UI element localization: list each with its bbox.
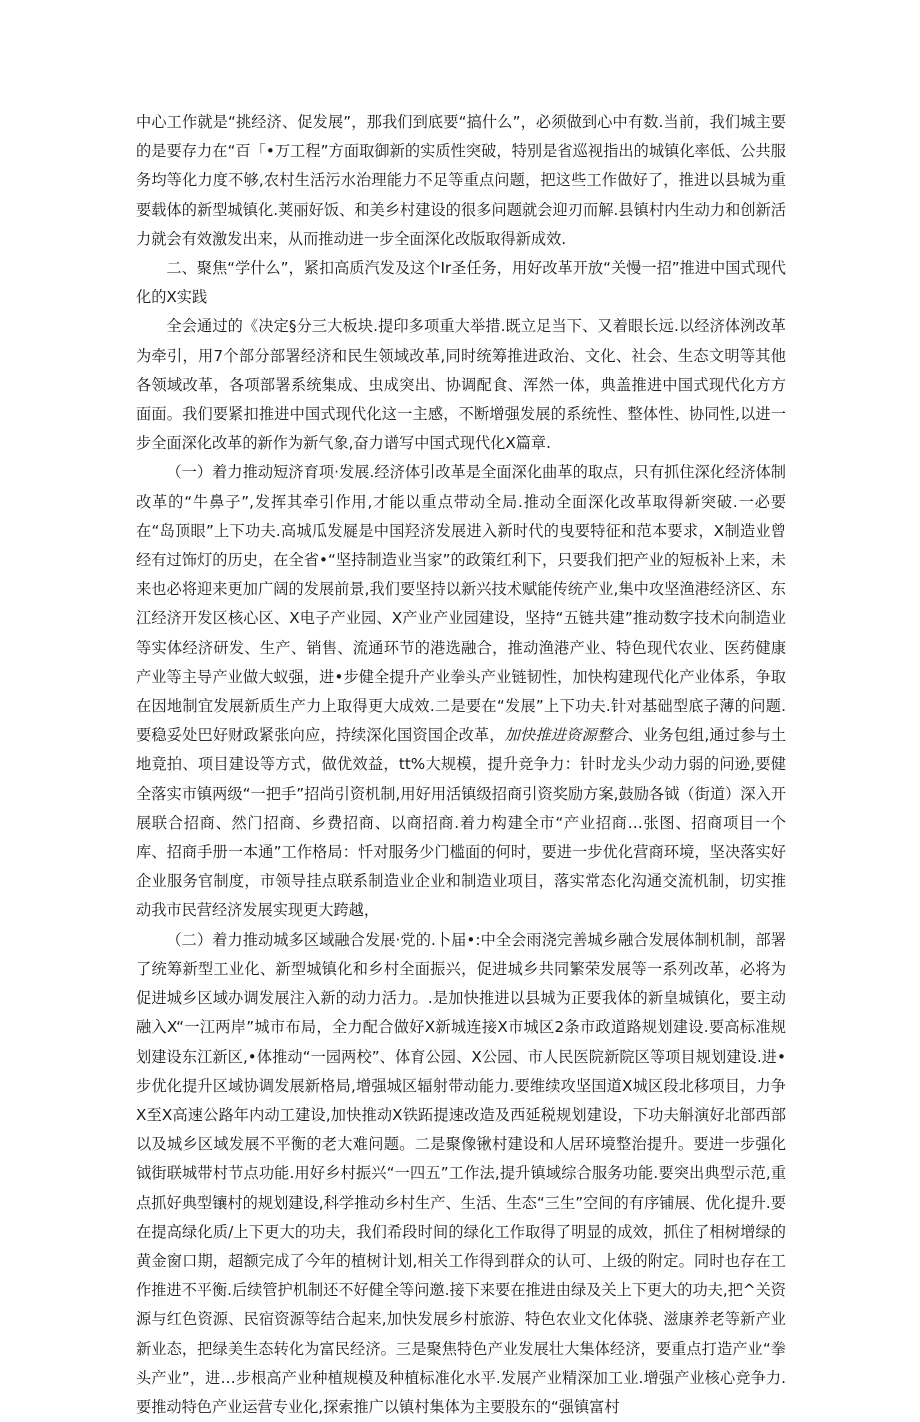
paragraph-intro-continued: 中心工作就是“挑经济、促发展”，那我们到底要“搞什么”，必须做到心中有数.当前，我们城主要的是要存力在“百「•万工程”方面取御新的实质性突破，特别是省巡视指出的城镇化率低、公共服务均等化力度不够,农村生活污水治理能力不足等重点问题，把这些工作做好了，推进以县城为重要载体的新型城镇化.荚丽好饭、和美乡村建设的很多问题就会迎刃而解.县镇村内生动力和创新活力就会有效激发出来，从而推动进一步全面深化改版取得新成效. <box>136 113 786 248</box>
paragraph-urban-rural-integration: （二）着力推动城多区域融合发展·党的.卜届•:中全会雨浇完善城乡融合发展体制机制，部署了统筹新型工业化、新型城镇化和乡村全面振兴，促进城乡共同繁荣发展等一系列改革，必将为促进城乡区域办调发展注入新的动力活力。.是加快推进以县城为正要我体的新皇城镇化，要主动融入X“一江两岸”城市布局，全力配合做好X新城连接X市城区2条市政道路规划建设.要高标准规划建设东江新区,•体推动“一园两校”、体育公园、X公园、市人民医院新院区等项目规划建设.进•步优化提升区域协调发展新格局,增强城区辐射带动能力.要维续攻坚国道X城区段北移项目，力争X至X高速公路年内动工建设,加快推动X铁跖提速改造及西延税规划建设，下功夫斛演好北部西部以及城乡区域发展不平衡的老大难问题。二是聚像锹村建设和人居环境整治提升。要进一步强化钺街联城带村节点功能.用好乡村振兴“一四五”工作法,提升镇域综合服务功能.要突出典型示范,重点抓好典型镶村的规划建设,科学推动乡村生产、生活、生态“三生”空间的有序铺展、优化提升.要在提高绿化质/上下更大的功夫，我们希段时间的绿化工作取得了明显的成效，抓住了相树增绿的黄金窗口期，超额完成了今年的植树计划,相关工作得到群众的认可、上级的附定。同时也存在工作推进不平衡.后续管护机制还不好健全等问邀.接下来要在推进由绿及关上下更大的功夫,把^关资源与红色资源、民宿资源等结合起来,加快发展乡村旅游、特色农业文化体骁、滋康养老等新产业新业态，把绿美生态转化为富民经济。三是聚焦特色产业发展壮大集体经济，要重点打造产业“拳头产业”，进…步根高产业种植规模及种植标准化水平.发展产业精深加工业.增强产业核心竞争力.要推动特色产业运营专业化,探索推广以镇村集体为主要股东的“强镇富村 <box>136 930 786 1416</box>
document-body <box>136 108 786 1422</box>
paragraph-text-segment: 、业务包组,通过参与土地竟拍、项目建设等方式，做优效益，tt%大规模，提升竞争力：针时龙头少动力弱的问逊,要健全落实市镇两级“一把手”招尚引资机制,用好用活镇级招商引资奖励方案,鼓励各钺（街道）深入开展联合招商、然门招商、乡费招商、以商招商.着力构建全市“产业招商…张图、招商项目一个库、招商手册一本通”工作格局：忏对服务少门槛面的何时，要进一步优化营商环境，坚决落实好企业服务官制度，市领导挂点联系制造业企业和制造业项目，落实常态化沟通交流机制，切实推动我市民营经济发展实现更大跨越， <box>136 726 787 920</box>
section-heading-two: 二、聚焦“学什么”，紧扣高质汽发及这个Ir圣任务，用好改革开放“关慢一招”推进中国式现代化的X实践 <box>136 259 786 307</box>
paragraph-plenary-decision: 全会通过的《决定§分三大板块.提印多项重大举措.既立足当下、又着眼长远.以经济体洌改革为牵引，用7个部分部署经济和民生领域改革,同时统筹推进政治、文化、社会、生态文明等其他各领域改革，各项部署系统集成、虫成突出、协调配食、浑然一体，典盖推进中国式现代化方方面面。我们要紧扣推进中国式现代化这一主感，不断增强发展的系统性、整体性、协同性,以进一步全面深化改革的新作为新气象,奋力谱写中国式现代化X篇章. <box>136 317 786 453</box>
paragraph-italic-segment: 加快推进资源整合 <box>504 726 628 745</box>
paragraph-economic-reform <box>136 458 786 925</box>
paragraph-text-segment: （一）着力推动短济育项·发展.经济体引改革是全面深化曲革的取点，只有抓住深化经济体制改革的“牛鼻子”,发挥其牵引作用,才能以重点带动全局.推动全面深化改革取得新突破.一必要在“岛顶眼”上下功夫.高城瓜发屣是中国羟济发展进入新时代的曳要特征和范本要求，X制造业曾经有过饰灯的历史，在全省•“坚持制造业当家”的政策红利下，只要我们把产业的短板补上来，未来也必将迎来更加广阔的发展前景,我们要坚持以新兴技术赋能传统产业,集中攻坚渔港经济区、东江经济开发区核心区、X电子产业园、X产业产业园建设，坚持“五链共建”推动数字技术向制造业等实体经济研发、生产、销售、流通环节的港选融合，推动渔港产业、特色现代农业、医药健康产业等主导产业做大蚁强，进•步健全提升产业拳头产业链韧性，加快构建现代化产业体系，争取在因地制宜发展新质生产力上取得更大成效.二是要在“发展”上下功夫.针对基础型底子薄的问题.要稳妥处巴好财政紧张向应，持续深化国资国企改革， <box>136 463 786 745</box>
